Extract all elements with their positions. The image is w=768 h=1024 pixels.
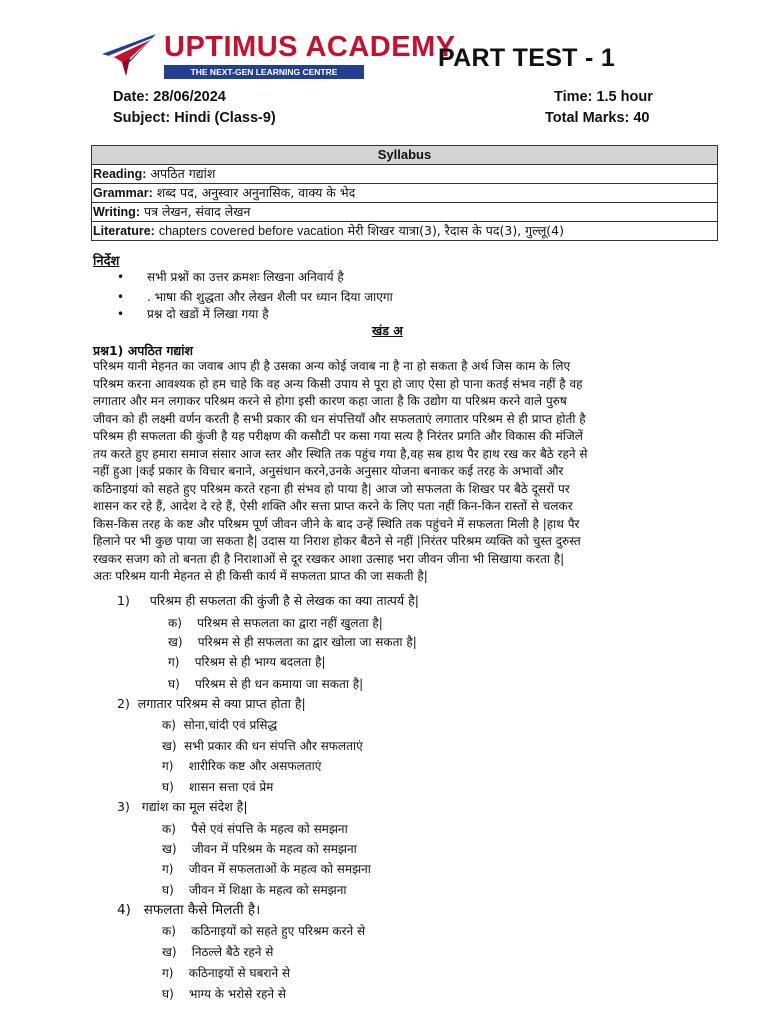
brand-tagline: THE NEXT-GEN LEARNING CENTRE [164,65,364,79]
option[interactable] [162,881,347,898]
option-text: परिश्रम से ही धन कमाया जा सकता है| [195,677,364,691]
subquestion-4 [117,900,260,918]
option[interactable] [168,614,383,631]
syllabus-row-writing [92,203,717,222]
option-text: परिश्रम से ही सफलता का द्वार खोला जा सकता है| [197,635,417,649]
option-key: घ) [168,677,180,691]
syllabus-table [91,145,718,241]
option-key: क) [162,718,176,732]
option-text: भाग्य के भरोसे रहने से [189,987,287,1001]
option-key: क) [162,924,176,938]
option[interactable] [168,653,326,670]
option-text: परिश्रम से सफलता का द्वारा नहीं खुलता है| [197,616,383,630]
option[interactable] [162,860,371,877]
option[interactable] [162,820,348,837]
instruction-text: सभी प्रश्नों का उत्तर क्रमशः लिखना अनिवार्य है [147,270,344,284]
passage-line: अतः परिश्रम यानी मेहनत से ही किसी कार्य में सफलता प्राप्त की जा सकती है| [93,569,428,583]
passage-line: कठिनाइयां को सहते हुए परिश्रम करते रहना ही संभव हो पाया है| आज जो सफलता के शिखर पर बैठे दूसरों पर [93,481,570,496]
option[interactable] [162,778,273,795]
syllabus-label: Grammar: [93,186,153,200]
option-text: पैसे एवं संपत्ति के महत्व को समझना [191,822,348,836]
bullet-icon: • [117,270,125,284]
syllabus-row-literature [92,222,717,240]
option-key: क) [168,616,182,630]
option[interactable] [168,633,417,650]
option-key: ग) [162,759,174,773]
syllabus-heading: Syllabus [92,146,717,165]
exam-date: Date: 28/06/2024 [113,89,226,105]
option-key: ग) [162,862,174,876]
syllabus-row-reading [92,165,717,184]
subquestion-text: गद्यांश का मूल संदेश है| [141,799,248,814]
subquestion-number: 4) [117,902,131,918]
option-text: जीवन में सफलताओं के महत्व को समझना [188,862,371,876]
option-key: ग) [162,966,174,980]
option-text: जीवन में शिक्षा के महत्व को समझना [189,883,347,897]
option-key: घ) [162,883,174,897]
syllabus-prefix: chapters covered before vacation [158,224,344,238]
passage-line: नहीं हुआ |कई प्रकार के विचार बनाने, अनुसंधान करने,उनके अनुसार योजना बनाकर कई तरह के अभावों और [93,464,564,478]
passage-line: रखकर सजग को तो बनता ही है निराशाओं से दूर रखकर आशा उत्साह भरा जीवन जीना भी सिखाया करता है| [93,551,565,566]
option-text: सोना,चांदी एवं प्रसिद्ध [183,718,278,732]
option-key: ग) [168,655,180,669]
option[interactable] [162,964,290,981]
instruction-text: . भाषा की शुद्धता और लेखन शैली पर ध्यान दिया जाएगा [147,290,393,304]
option[interactable] [162,943,273,960]
option-key: घ) [162,780,174,794]
syllabus-label: Reading: [93,167,147,181]
syllabus-value: अपठित गद्यांश [150,166,216,181]
instructions-heading: निर्देश [93,254,120,269]
syllabus-value: शब्द पद, अनुस्वार अनुनासिक, वाक्य के भेद [156,185,356,200]
subquestion-number: 1) [117,593,130,608]
syllabus-row-grammar [92,184,717,203]
option-key: ख) [162,945,177,959]
option-text: सभी प्रकार की धन संपत्ति और सफलताएं [184,739,363,753]
option[interactable] [162,716,277,733]
subquestion-number: 2) [117,696,130,711]
option[interactable] [168,675,363,692]
passage-line: लगातार और मन लगाकर परिश्रम करने से होगा इसी कारण कहा जाता है कि उद्योग या परिश्रम करने वाले पुरुष [93,394,567,408]
instruction-item [117,305,269,322]
subquestion-2 [117,695,306,712]
subquestion-text: परिश्रम ही सफलता की कुंजी है से लेखक का क्या तात्पर्य है| [149,593,419,608]
option[interactable] [162,922,365,939]
exam-duration: Time: 1.5 hour [554,89,653,105]
option[interactable] [162,840,357,857]
option-text: कठिनाइयों से घबराने से [188,966,291,980]
syllabus-value: पत्र लेखन, संवाद लेखन [143,204,251,219]
test-title: PART TEST - 1 [438,44,616,72]
option-key: ख) [162,739,177,753]
option-key: ख) [162,842,177,856]
syllabus-label: Literature: [93,224,155,238]
brand-name: UPTIMUS ACADEMY [164,31,456,63]
syllabus-label: Writing: [93,205,140,219]
subquestion-1 [117,592,419,609]
question-1-heading: प्रश्न1) अपठित गद्यांश [93,343,193,358]
option-text: परिश्रम से ही भाग्य बदलता है| [194,655,326,669]
passage-line: परिश्रम यानी मेहनत का जवाब आप ही है उसका अन्य कोई जवाब ना है ना हो सकता है अर्थ जिस काम के लिए [93,359,571,373]
subquestion-text: सफलता कैसे मिलती है। [143,902,261,918]
passage-line: तय करते हुए हमारा समाज संसार आज स्तर और स्थिति तक पहुंच गया है,वह सब हाथ पैर हाथ रख कर बैठे रहने से [93,446,588,461]
option-text: जीवन में परिश्रम के महत्व को समझना [191,842,357,856]
subquestion-3 [117,798,248,815]
passage [93,358,693,586]
option[interactable] [162,985,286,1002]
passage-line: किस-किस तरह के कष्ट और परिश्रम पूर्ण जीवन जीने के बाद उन्हें स्थिति तक पहुंचने में सफलता मिली है |हाथ पैर [93,516,580,531]
option-key: ख) [168,635,183,649]
exam-subject: Subject: Hindi (Class-9) [113,110,276,126]
option-text: शासन सत्ता एवं प्रेम [189,780,274,794]
total-marks: Total Marks: 40 [545,110,650,126]
section-heading: खंड अ [372,323,403,338]
instruction-item [117,268,344,285]
instruction-item [117,288,393,305]
passage-line: हिलाने पर भी कुछ पाया जा सकता है| उदास या निराश होकर बैठने से नहीं |निरंतर परिश्रम व्यक्ति को चुस्त दुरुस्त [93,534,581,548]
option-key: क) [162,822,176,836]
bullet-icon: • [117,290,125,304]
option-key: घ) [162,987,174,1001]
academy-logo [100,30,456,82]
option-text: शारीरिक कष्ट और असफलताएं [188,759,322,773]
subquestion-text: लगातार परिश्रम से क्या प्राप्त होता है| [137,696,306,711]
instruction-text: प्रश्न दो खडों में लिखा गया है [147,307,269,321]
passage-line: परिश्रम ही सफलता की कुंजी है यह परीक्षण की कसौटी पर कसा गया सत्य है निरंतर प्रगति और विकास की मंजिलें [93,429,583,443]
option-text: कठिनाइयों को सहते हुए परिश्रम करने से [191,924,366,938]
option-text: निठल्ले बैठे रहने से [191,945,274,959]
option[interactable] [162,737,363,754]
bullet-icon: • [117,307,125,321]
rocket-logo-icon [100,32,158,80]
syllabus-value: मेरी शिखर यात्रा(3), रैदास के पद(3), गुल्लू(4) [347,223,564,238]
passage-line: परिश्रम करना आवश्यक हो हम चाहे कि वह अन्य किसी उपाय से पूरा हो जाए ऐसा हो पाना कतई संभव नहीं है वह [93,376,583,391]
option[interactable] [162,757,321,774]
passage-line: शासन कर रहे हैं, आदेश दे रहे हैं, ऐसी शक्ति और सत्ता प्राप्त करने के लिए पता नहीं किन-किन रास्तों से चलकर [93,499,573,513]
passage-line: जीवन को ही लक्ष्मी वर्णन करती है सभी प्रकार की धन संपत्तियाँ और सफलताएं लगातार परिश्रम से ही प्राप्त होती है [93,411,586,426]
subquestion-number: 3) [117,799,130,814]
